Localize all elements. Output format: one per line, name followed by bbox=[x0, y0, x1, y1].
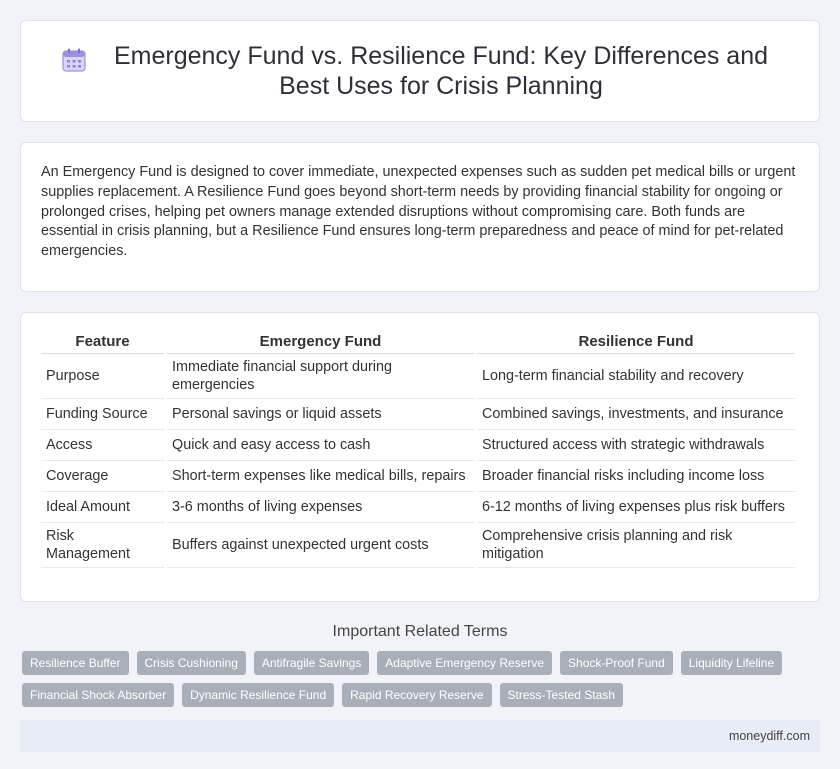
cell-feature: Ideal Amount bbox=[41, 492, 164, 523]
cell-resilience: Structured access with strategic withdrawals bbox=[477, 430, 795, 461]
table-header-row bbox=[41, 325, 795, 354]
cell-feature: Risk Management bbox=[41, 523, 164, 568]
cell-emergency: Short-term expenses like medical bills, repairs bbox=[167, 461, 474, 492]
table-row bbox=[41, 354, 795, 399]
term-tag[interactable]: Shock-Proof Fund bbox=[560, 651, 673, 675]
cell-emergency: Buffers against unexpected urgent costs bbox=[167, 523, 474, 568]
comparison-table bbox=[38, 325, 798, 568]
cell-emergency: Personal savings or liquid assets bbox=[167, 399, 474, 430]
header-resilience-fund: Resilience Fund bbox=[477, 325, 795, 354]
term-tag[interactable]: Antifragile Savings bbox=[254, 651, 369, 675]
header-feature: Feature bbox=[41, 325, 164, 354]
term-tag[interactable]: Dynamic Resilience Fund bbox=[182, 683, 334, 707]
cell-emergency: 3-6 months of living expenses bbox=[167, 492, 474, 523]
intro-paragraph: An Emergency Fund is designed to cover immediate, unexpected expenses such as sudden pet medical bills or urgent supplies replacement. A Resilience Fund goes beyond short-term needs by providing financial stability for ongoing or prolonged crises, helping pet owners manage extended disruptions without compromising care. Both funds are essential in crisis planning, but a Resilience Fund ensures long-term preparedness and peace of mind for pet-related emergencies. bbox=[41, 164, 796, 260]
term-tag[interactable]: Resilience Buffer bbox=[22, 651, 129, 675]
term-tag[interactable]: Liquidity Lifeline bbox=[681, 651, 782, 675]
footer-bar bbox=[20, 720, 820, 752]
table-row bbox=[41, 430, 795, 461]
title-card bbox=[20, 20, 820, 122]
cell-feature: Funding Source bbox=[41, 399, 164, 430]
table-row bbox=[41, 492, 795, 523]
term-tag[interactable]: Rapid Recovery Reserve bbox=[342, 683, 491, 707]
cell-resilience: Combined savings, investments, and insurance bbox=[477, 399, 795, 430]
term-tag[interactable]: Crisis Cushioning bbox=[137, 651, 246, 675]
term-tag[interactable]: Stress-Tested Stash bbox=[500, 683, 623, 707]
intro-card bbox=[20, 142, 820, 292]
table-row bbox=[41, 461, 795, 492]
cell-feature: Coverage bbox=[41, 461, 164, 492]
cell-resilience: 6-12 months of living expenses plus risk buffers bbox=[477, 492, 795, 523]
cell-feature: Purpose bbox=[41, 354, 164, 399]
table-row bbox=[41, 399, 795, 430]
cell-resilience: Comprehensive crisis planning and risk mitigation bbox=[477, 523, 795, 568]
calendar-icon bbox=[61, 47, 87, 73]
cell-emergency: Immediate financial support during emergencies bbox=[167, 354, 474, 399]
related-terms-tags bbox=[20, 651, 820, 707]
page-title: Emergency Fund vs. Resilience Fund: Key Differences and Best Uses for Crisis Planning bbox=[113, 42, 769, 100]
header-emergency-fund: Emergency Fund bbox=[167, 325, 474, 354]
cell-resilience: Long-term financial stability and recovery bbox=[477, 354, 795, 399]
title-wrap bbox=[61, 41, 779, 101]
footer-site-link[interactable]: moneydiff.com bbox=[728, 729, 810, 743]
cell-feature: Access bbox=[41, 430, 164, 461]
cell-resilience: Broader financial risks including income loss bbox=[477, 461, 795, 492]
term-tag[interactable]: Financial Shock Absorber bbox=[22, 683, 174, 707]
table-row bbox=[41, 523, 795, 568]
term-tag[interactable]: Adaptive Emergency Reserve bbox=[377, 651, 552, 675]
comparison-card bbox=[20, 312, 820, 602]
related-terms-title: Important Related Terms bbox=[332, 623, 508, 640]
cell-emergency: Quick and easy access to cash bbox=[167, 430, 474, 461]
